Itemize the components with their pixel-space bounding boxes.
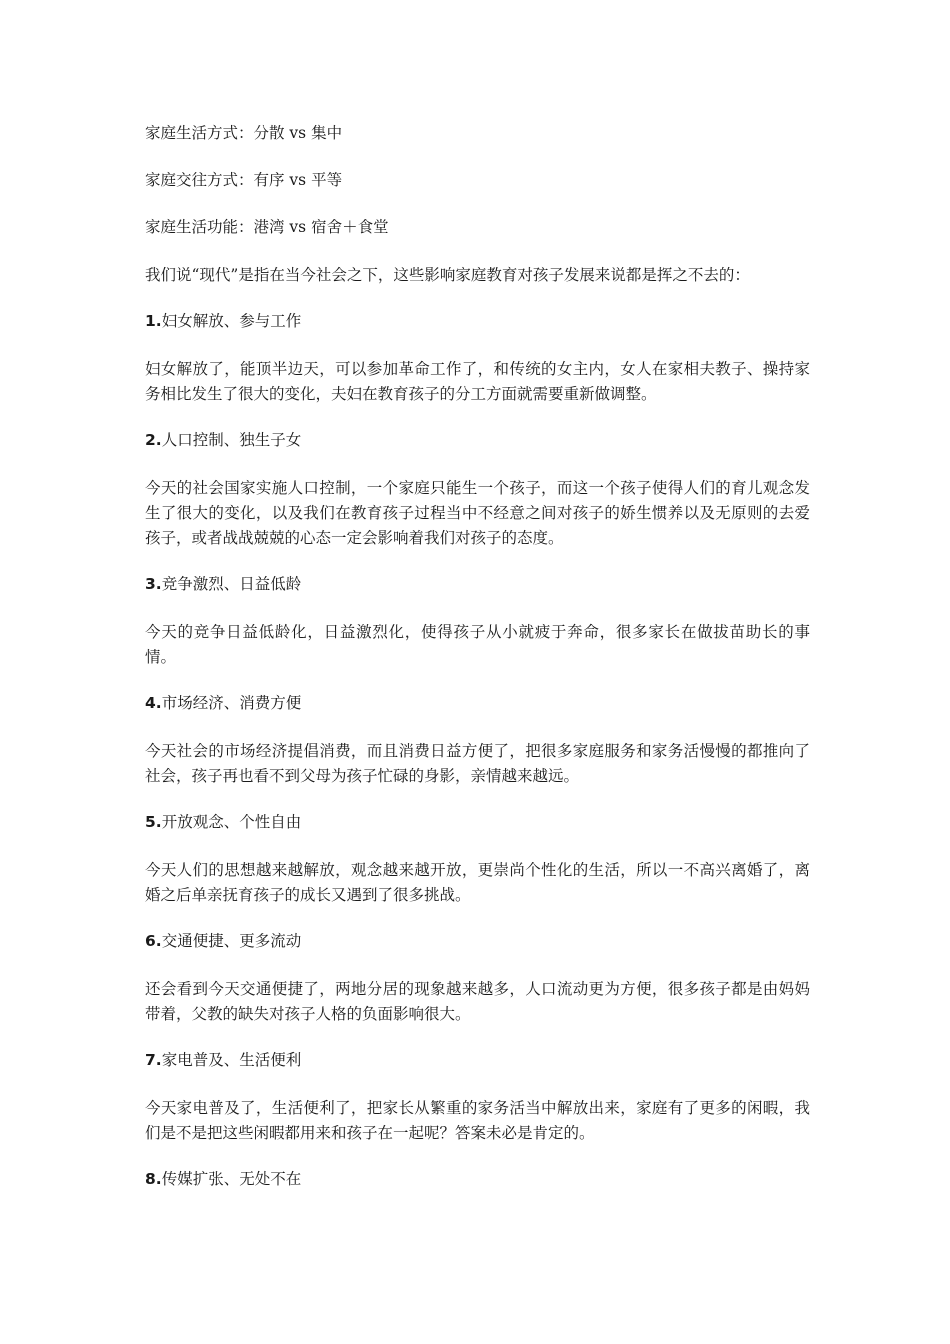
section-7 xyxy=(145,1049,810,1146)
section-heading xyxy=(145,310,810,332)
section-body: 今天的社会国家实施人口控制，一个家庭只能生一个孩子，而这一个孩子使得人们的育儿观念发生了很大的变化，以及我们在教育孩子过程当中不经意之间对孩子的娇生惯养以及无原则的去爱孩子，或者战战兢兢的心态一定会影响着我们对孩子的态度。 xyxy=(145,479,810,547)
section-number: 1. xyxy=(145,312,162,330)
intro-line-function: 家庭生活功能：港湾 vs 宿舍＋食堂 xyxy=(145,218,389,236)
section-number: 2. xyxy=(145,431,162,449)
section-number: 3. xyxy=(145,575,162,593)
section-heading xyxy=(145,1049,810,1071)
intro-line-lifestyle: 家庭生活方式：分散 vs 集中 xyxy=(145,124,343,142)
section-body: 今天社会的市场经济提倡消费，而且消费日益方便了，把很多家庭服务和家务活慢慢的都推向了社会，孩子再也看不到父母为孩子忙碌的身影，亲情越来越远。 xyxy=(145,742,810,785)
section-number: 6. xyxy=(145,932,162,950)
section-body: 今天的竞争日益低龄化，日益激烈化，使得孩子从小就疲于奔命，很多家长在做拔苗助长的事情。 xyxy=(145,623,810,666)
intro-paragraph: 我们说“现代”是指在当今社会之下，这些影响家庭教育对孩子发展来说都是挥之不去的： xyxy=(145,266,750,284)
section-4 xyxy=(145,692,810,789)
section-title: 开放观念、个性自由 xyxy=(161,813,302,831)
section-number: 8. xyxy=(145,1170,162,1188)
section-title: 交通便捷、更多流动 xyxy=(161,932,302,950)
section-2 xyxy=(145,429,810,551)
section-title: 竞争激烈、日益低龄 xyxy=(161,575,302,593)
section-heading xyxy=(145,573,810,595)
section-number: 4. xyxy=(145,694,162,712)
section-title: 人口控制、独生子女 xyxy=(161,431,302,449)
document-page xyxy=(145,122,810,1215)
section-8 xyxy=(145,1168,810,1190)
section-heading xyxy=(145,930,810,952)
section-heading xyxy=(145,692,810,714)
section-body: 今天人们的思想越来越解放，观念越来越开放，更崇尚个性化的生活，所以一不高兴离婚了，离婚之后单亲抚育孩子的成长又遇到了很多挑战。 xyxy=(145,861,810,904)
section-1 xyxy=(145,310,810,407)
section-heading xyxy=(145,1168,810,1190)
section-body: 今天家电普及了，生活便利了，把家长从繁重的家务活当中解放出来，家庭有了更多的闲暇，我们是不是把这些闲暇都用来和孩子在一起呢？答案未必是肯定的。 xyxy=(145,1099,810,1142)
section-6 xyxy=(145,930,810,1027)
section-heading xyxy=(145,429,810,451)
intro-line-interaction: 家庭交往方式：有序 vs 平等 xyxy=(145,171,343,189)
section-3 xyxy=(145,573,810,670)
section-number: 7. xyxy=(145,1051,162,1069)
section-body: 还会看到今天交通便捷了，两地分居的现象越来越多，人口流动更为方便，很多孩子都是由妈妈带着，父教的缺失对孩子人格的负面影响很大。 xyxy=(145,980,810,1023)
section-heading xyxy=(145,811,810,833)
section-title: 市场经济、消费方便 xyxy=(161,694,302,712)
section-number: 5. xyxy=(145,813,162,831)
section-title: 妇女解放、参与工作 xyxy=(161,312,302,330)
section-body: 妇女解放了，能顶半边天，可以参加革命工作了，和传统的女主内，女人在家相夫教子、操持家务相比发生了很大的变化，夫妇在教育孩子的分工方面就需要重新做调整。 xyxy=(145,360,810,403)
section-title: 传媒扩张、无处不在 xyxy=(161,1170,302,1188)
section-5 xyxy=(145,811,810,908)
section-title: 家电普及、生活便利 xyxy=(161,1051,302,1069)
